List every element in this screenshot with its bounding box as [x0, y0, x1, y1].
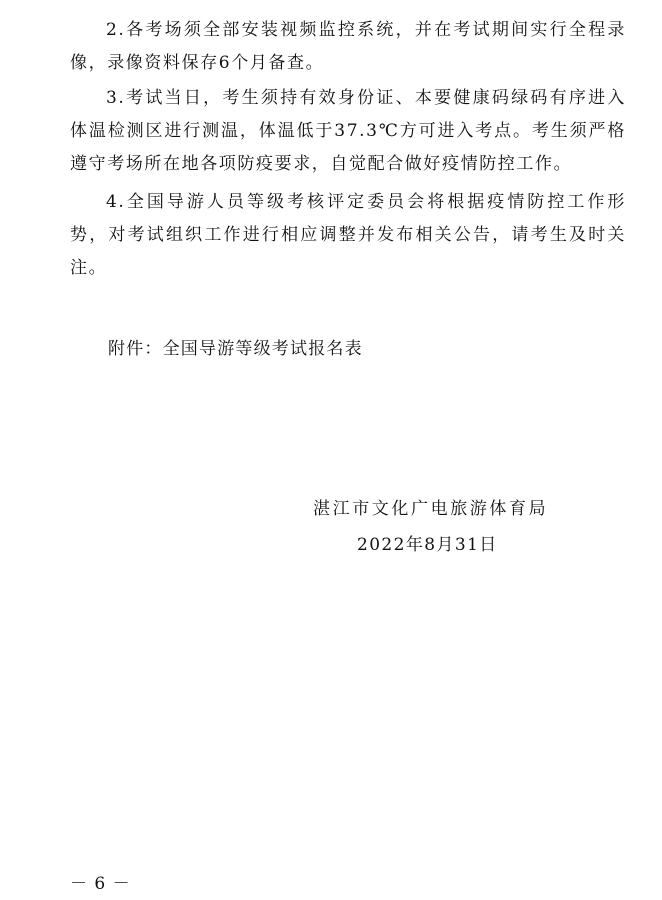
- issuer-signature: 湛江市文化广电旅游体育局: [313, 499, 549, 519]
- paragraph-item-2: 2.各考场须全部安装视频监控系统，并在考试期间实行全程录像，录像资料保存6个月备查。: [70, 20, 626, 73]
- page-number: － 6 －: [70, 874, 131, 894]
- paragraph-item-3: 3.考试当日，考生须持有效身份证、本要健康码绿码有序进入体温检测区进行测温，体温低于37.3℃方可进入考点。考生须严格遵守考场所在地各项防疫要求，自觉配合做好疫情防控工作。: [70, 88, 626, 174]
- paragraph-item-4: 4.全国导游人员等级考核评定委员会将根据疫情防控工作形势，对考试组织工作进行相应调整并发布相关公告，请考生及时关注。: [70, 192, 626, 278]
- issue-date: 2022年8月31日: [357, 535, 498, 555]
- attachment-line: 附件：全国导游等级考试报名表: [108, 339, 363, 359]
